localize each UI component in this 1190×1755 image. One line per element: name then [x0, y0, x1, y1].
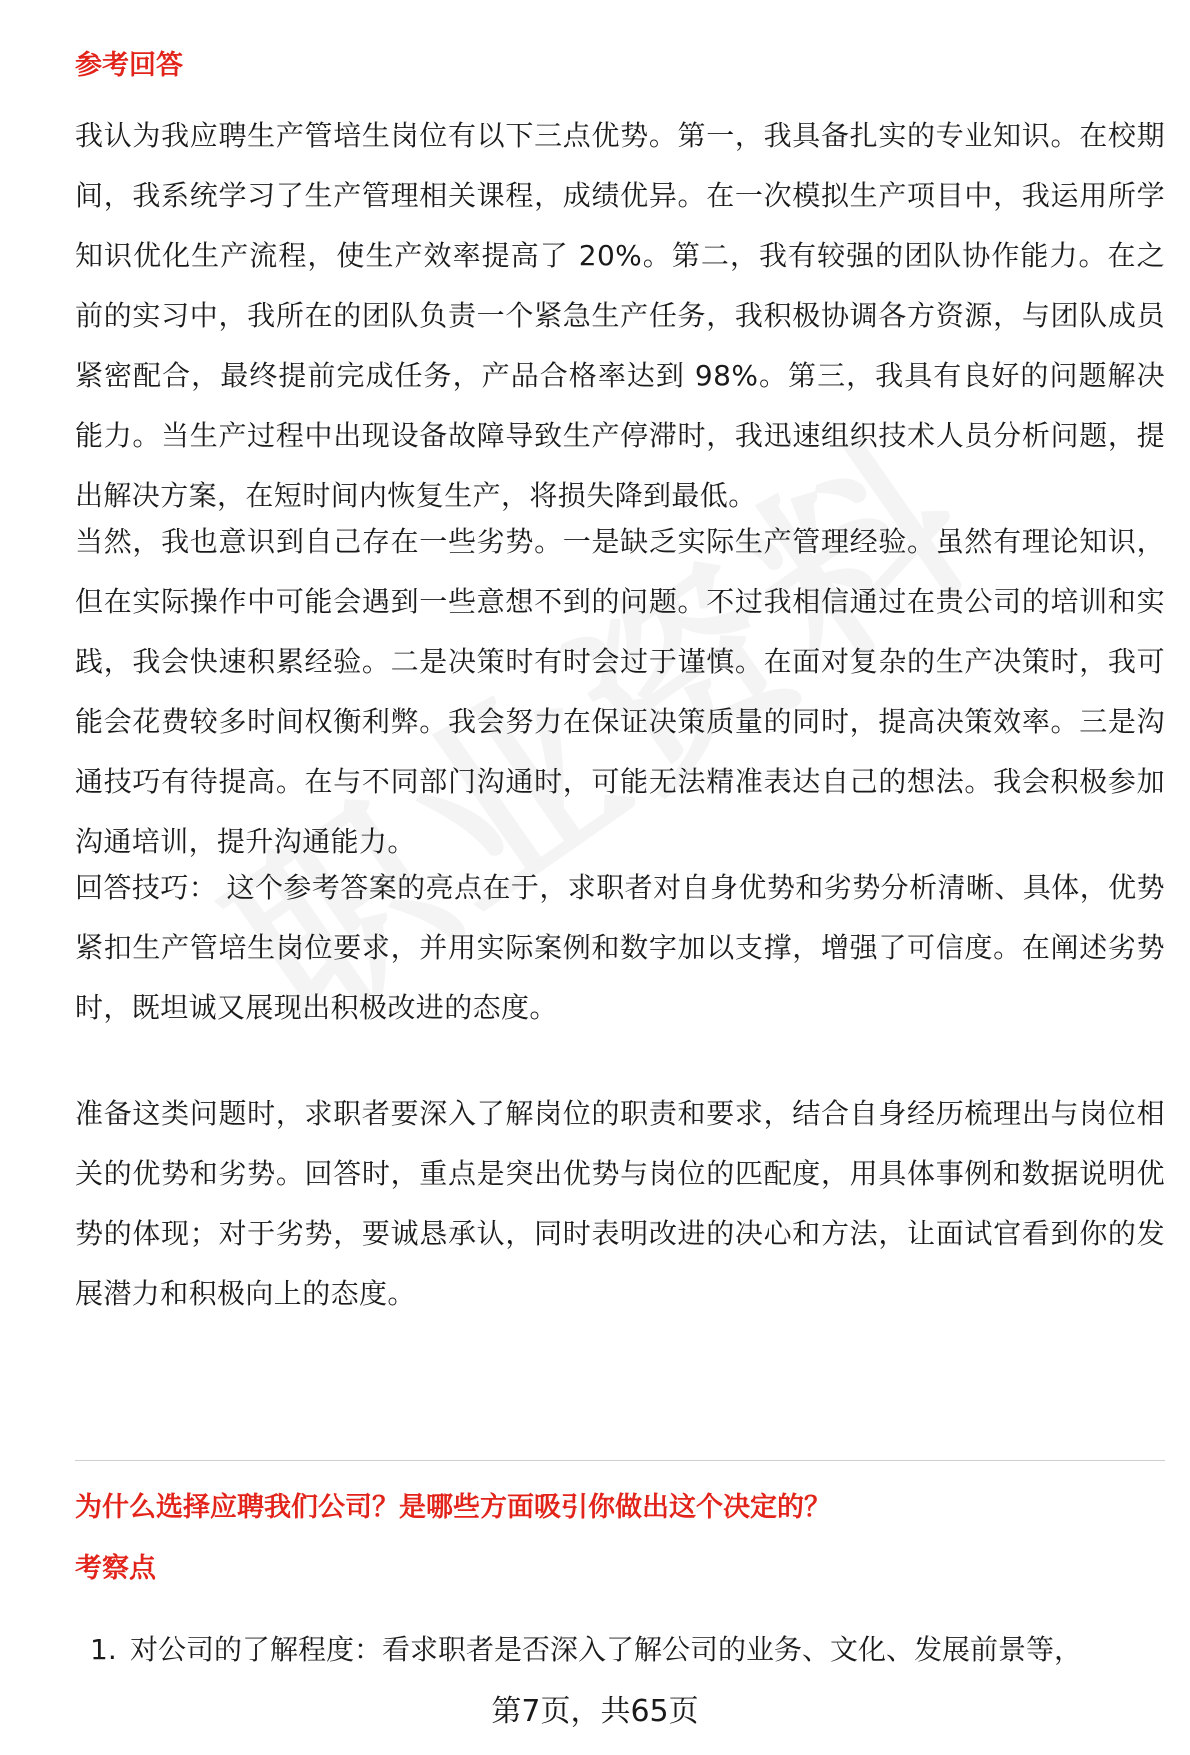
answer-paragraph-2: 当然，我也意识到自己存在一些劣势。一是缺乏实际生产管理经验。虽然有理论知识，但在实际操作中可能会遇到一些意想不到的问题。不过我相信通过在贵公司的培训和实践，我会快速积累经验。二是决策时有时会过于谨慎。在面对复杂的生产决策时，我可能会花费较多时间权衡利弊。我会努力在保证决策质量的同时，提高决策效率。三是沟通技巧有待提高。在与不同部门沟通时，可能无法精准表达自己的想法。我会积极参加沟通培训，提升沟通能力。 [75, 525, 1165, 858]
section-divider [75, 1460, 1165, 1461]
answer-heading: 参考回答 [75, 50, 183, 81]
preparation-paragraph: 准备这类问题时，求职者要深入了解岗位的职责和要求，结合自身经历梳理出与岗位相关的优势和劣势。回答时，重点是突出优势与岗位的匹配度，用具体事例和数据说明优势的体现；对于劣势，要诚恳承认，同时表明改进的决心和方法，让面试官看到你的发展潜力和积极向上的态度。 [75, 1097, 1165, 1310]
assessment-points-heading: 考察点 [75, 1553, 156, 1584]
question-title: 为什么选择应聘我们公司？是哪些方面吸引你做出这个决定的？ [75, 1492, 831, 1523]
answer-tips-paragraph: 回答技巧： 这个参考答案的亮点在于，求职者对自身优势和劣势分析清晰、具体，优势紧扣生产管培生岗位要求，并用实际案例和数字加以支撑，增强了可信度。在阐述劣势时，既坦诚又展现出积极改进的态度。 [75, 871, 1165, 1024]
answer-paragraph-1: 我认为我应聘生产管培生岗位有以下三点优势。第一，我具备扎实的专业知识。在校期间，我系统学习了生产管理相关课程，成绩优异。在一次模拟生产项目中，我运用所学知识优化生产流程，使生产效率提高了 20%。第二，我有较强的团队协作能力。在之前的实习中，我所在的团队负责一个紧急生产任务，我积极协调各方资源，与团队成员紧密配合，最终提前完成任务，产品合格率达到 98%。第三，我具有良好的问题解决能力。当生产过程中出现设备故障导致生产停滞时，我迅速组织技术人员分析问题，提出解决方案，在短时间内恢复生产，将损失降到最低。 [75, 119, 1165, 512]
page-number: 第7页，共65页 [491, 1694, 699, 1729]
list-item [90, 1630, 1165, 1670]
list-item-number: 1. [90, 1633, 117, 1666]
list-item-text: 对公司的了解程度：看求职者是否深入了解公司的业务、文化、发展前景等， [130, 1633, 1083, 1666]
